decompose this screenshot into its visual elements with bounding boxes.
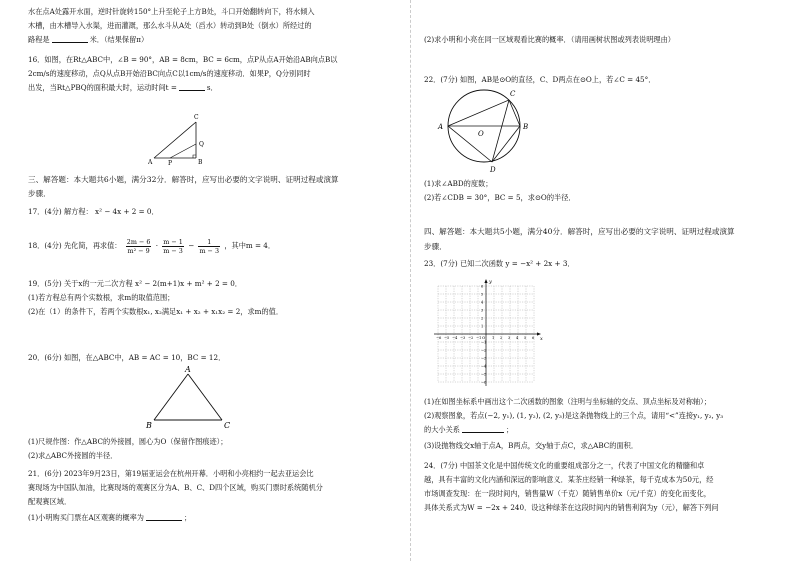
answer-blank-23[interactable] (462, 424, 504, 433)
q21-line4 (28, 512, 400, 524)
answer-blank-21[interactable] (146, 512, 182, 521)
fig22-chord-cd (492, 100, 509, 162)
q18-fraction-3 (198, 238, 220, 255)
q15-text-b: 米．（结果保留π） (89, 35, 149, 44)
q23-text-b: ； (505, 425, 514, 434)
q21-line5: (2)求小明和小亮在同一区域观看比赛的概率．（请用画树状图或列表说明理由） (424, 35, 675, 44)
q21-text-b: ； (184, 513, 192, 522)
origin-label: O (482, 335, 486, 340)
q20-line1: 20．(6分) 如图，在△ABC中，AB = AC = 10，BC = 12． (28, 353, 226, 362)
section-3-heading-cont: 步骤． (28, 189, 51, 198)
x-tick-label: 5 (524, 336, 527, 340)
q21-line2: 赛现场为中国队加油，比赛现场的观赛区分为A、B、C、D四个区域，购买门票时系统随机分 (28, 483, 323, 492)
figure-20-isosceles-triangle (138, 364, 248, 432)
x-tick-label: −2 (468, 336, 474, 340)
q24-line3: 市场调查发现：在一段时间内，销售量W（千克）随销售单价x（元/千克）的变化而变化， (424, 489, 711, 498)
q24-line2: 越，具有丰富的文化内涵和深远的影响意义．某茶庄经销一种绿茶，每千克成本为50元，经 (424, 475, 714, 484)
column-divider (410, 0, 411, 561)
fig20-label-b: B (146, 421, 152, 430)
q23-line5: (3)设抛物线交x轴于点A，B两点，交y轴于点C，求△ABC的面积． (424, 441, 639, 450)
fig22-chord-ad (448, 126, 492, 162)
q18-frac1-num: 2m − 6 (126, 237, 151, 246)
section-3-heading: 三、解答题：本大题共6小题，满分32分．解答时，应写出必要的文字说明、证明过程或演算 (28, 175, 339, 184)
q18-frac3-num: 1 (198, 238, 220, 247)
q17-text: 17．(4分) 解方程： x² − 4x + 2 = 0． (28, 207, 159, 216)
fig22-label-o: O (478, 130, 484, 138)
y-tick-label: −4 (481, 364, 487, 369)
fig16-label-a: A (148, 159, 153, 166)
q23-line4 (424, 424, 794, 436)
y-tick-label: −3 (481, 356, 487, 361)
q22-line2: (1)求∠ABD的度数； (424, 179, 493, 188)
figure-22-circle (434, 82, 534, 174)
x-tick-label: 6 (532, 336, 535, 340)
q16-text-a: 出发，当Rt△PBQ的面积最大时，运动时间t = (28, 83, 177, 92)
section-4-heading: 四、解答题：本大题共5小题，满分40分．解答时，应写出必要的文字说明、证明过程或演算 (424, 227, 735, 236)
fig16-label-c: C (194, 114, 199, 121)
q15-line2: 木槽，由木槽导入水渠，进而灌溉，那么水斗从A处（舀水）转动到B处（倒水）所经过的 (28, 21, 312, 30)
x-tick-label: −3 (460, 336, 466, 340)
fig22-label-b: B (523, 123, 529, 131)
fig22-chord-bd (492, 126, 520, 162)
fig22-label-d: D (490, 166, 496, 174)
q20-line2: (1)尺规作图：作△ABC的外接圆，圆心为O（保留作图痕迹）； (28, 437, 228, 446)
y-tick-label: −1 (481, 340, 487, 345)
y-axis-label: y (489, 279, 492, 285)
q19-line2: (1)若方程总有两个实数根，求m的取值范围； (28, 293, 175, 302)
q18-suffix: ，其中m = 4． (224, 241, 276, 250)
q21-line3: 配观赛区域． (28, 497, 72, 506)
coordinate-grid (428, 278, 548, 392)
q15-line1: 水在点A处露开水面，逆时针旋转150°上升至轮子上方B处，斗口开始翻转向下，将水倾入 (28, 7, 315, 16)
y-tick-label: 6 (481, 284, 484, 289)
q16-line1: 16．如图，在Rt△ABC中，∠B = 90°，AB = 8cm，BC = 6cm，点P从点A开始沿AB向点B以 (28, 55, 338, 64)
q23-text-a: 的大小关系 (424, 425, 460, 434)
q20-line3: (2)求△ABC外接圆的半径． (28, 451, 118, 460)
fig16-right-angle-mark (193, 155, 196, 158)
q18-frac2-num: m − 1 (163, 237, 183, 246)
q22-line3: (2)若∠CDB = 30°，BC = 5，求⊙O的半径． (424, 193, 576, 202)
y-tick-label: −2 (481, 348, 487, 353)
q21-text-a: (1)小明购买门票在A区观赛的概率为 (28, 513, 144, 522)
fig20-label-a: A (185, 365, 191, 374)
answer-blank-15[interactable] (52, 34, 88, 43)
q16-line2: 2cm/s的速度移动，点Q从点B开始沿BC向点C以1cm/s的速度移动．如果P，Q分别同时 (28, 69, 311, 78)
q22-line1: 22．(7分) 如图，AB是⊙O的直径，C、D两点在⊙O上，若∠C = 45°． (424, 75, 656, 84)
q23-line3: (2)观察图象，若点(−2, y₁), (1, y₂), (2, y₃)是这条抛物线上的三个点，请用“<”连接y₁, y₂, y₃ (424, 411, 724, 420)
fig16-segment-ac (154, 122, 196, 158)
right-column (424, 0, 794, 561)
y-tick-label: 2 (481, 316, 484, 321)
q21-line1: 21．(6分) 2023年9月23日，第19届亚运会在杭州开幕．小明和小亮相约一起去亚运会比 (28, 469, 314, 478)
q23-line2: (1)在如图坐标系中画出这个二次函数的图象（注明与坐标轴的交点、顶点坐标及对称轴）； (424, 397, 711, 406)
q15-text-a: 路程是 (28, 35, 50, 44)
q18-op-mul: · (155, 241, 158, 250)
x-tick-label: 3 (508, 336, 511, 340)
x-tick-label: 1 (492, 336, 495, 340)
q18-fraction-2 (162, 238, 184, 255)
x-tick-label: −1 (476, 336, 482, 340)
fig16-label-b: B (198, 159, 203, 166)
q24-line1: 24．(7分) 中国茶文化是中国传统文化的重要组成部分之一，代表了中国文化的精髓和卓 (424, 461, 705, 470)
fig16-label-p: P (168, 160, 173, 166)
q18-op-minus: − (188, 241, 195, 250)
q16-text-b: s． (206, 83, 218, 92)
y-tick-label: −6 (481, 380, 487, 385)
fig16-segment-pq (170, 144, 196, 158)
answer-blank-16[interactable] (179, 82, 205, 91)
fig16-label-q: Q (199, 141, 204, 148)
fig20-label-c: C (224, 421, 231, 430)
q18-frac3-den: m − 3 (199, 246, 220, 255)
y-tick-label: −5 (481, 372, 487, 377)
y-axis-arrow (484, 279, 487, 283)
q19-line1: 19．(5分) 关于x的一元二次方程 x² − 2(m+1)x + m² + 2 = 0． (28, 279, 242, 288)
figure-16-right-triangle (148, 100, 218, 166)
q18-fraction-1 (126, 238, 152, 255)
fig20-side-ac (188, 374, 222, 420)
q23-line1: 23．(7分) 已知二次函数 y = −x² + 2x + 3． (424, 259, 575, 268)
fig22-label-c: C (510, 90, 516, 98)
fig22-label-a: A (438, 123, 444, 131)
fig20-side-ab (154, 374, 188, 420)
q16-line3 (28, 82, 400, 94)
y-tick-label: 5 (481, 292, 484, 297)
x-axis-label: x (540, 336, 543, 342)
q24-line4: 具体关系式为W = −2x + 240．设这种绿茶在这段时间内的销售利润为y（元），解答下列问 (424, 503, 719, 512)
q18-frac2-den: m − 3 (163, 246, 183, 255)
x-tick-label: −5 (444, 336, 450, 340)
y-tick-label: 3 (481, 308, 484, 313)
x-tick-label: −4 (452, 336, 458, 340)
section-4-heading-cont: 步骤． (424, 242, 447, 251)
x-tick-label: −6 (436, 336, 442, 340)
y-tick-label: 4 (481, 300, 484, 305)
x-tick-label: 4 (516, 336, 519, 340)
y-tick-label: 1 (481, 324, 484, 329)
q15-line3 (28, 34, 400, 46)
fig22-chord-cb (509, 100, 520, 126)
q18-frac1-den: m² − 9 (127, 246, 150, 255)
q19-line3: (2)在（1）的条件下，若两个实数根x₁, x₂满足x₁ + x₂ + x₁x₂ = 2，求m的值． (28, 307, 284, 316)
q18-line (28, 236, 400, 256)
q18-prefix: 18．(4分) 先化简，再求值： (28, 241, 122, 250)
left-column (28, 0, 400, 561)
fig22-chord-ac (448, 100, 509, 126)
x-tick-label: 2 (500, 336, 503, 340)
